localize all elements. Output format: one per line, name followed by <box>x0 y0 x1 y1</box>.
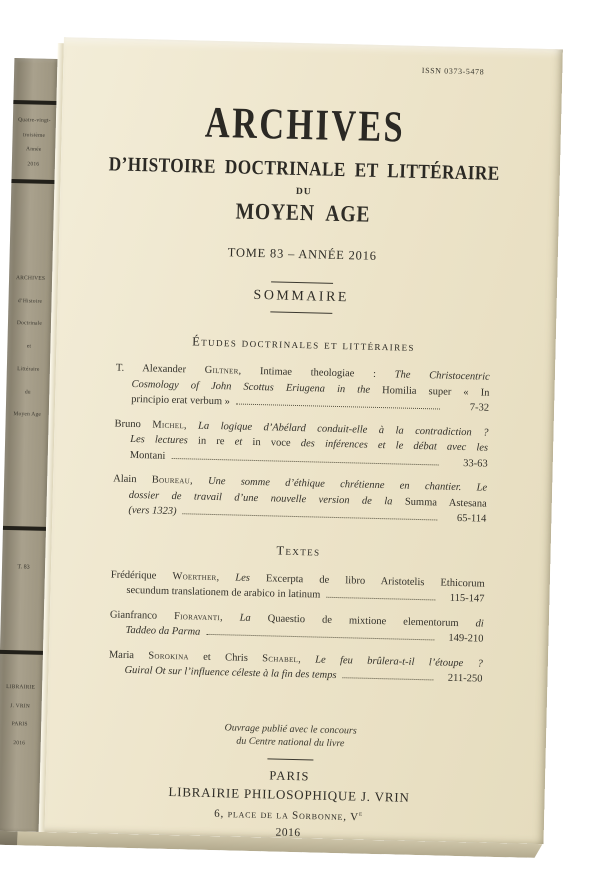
book <box>0 36 563 844</box>
toc <box>108 333 490 688</box>
spine-line: Année <box>25 146 42 154</box>
entry-line: Gianfranco Fioravanti, La Quaestio de mixtione elementorum di <box>109 608 484 630</box>
spine-tome: T. 83 <box>17 564 30 571</box>
spine-line: troisième <box>22 131 46 139</box>
page-number: 149-210 <box>448 632 484 645</box>
entry-line: Les lectures in re et in voce des inférences et le débat avec les <box>130 433 489 454</box>
spine-line: Doctrinale <box>16 320 43 327</box>
page-number: 65-114 <box>456 512 487 525</box>
spine-line: ARCHIVES <box>15 274 46 282</box>
entry-line: Cosmology of John Scottus Eriugena in the Homilia super « In <box>131 378 490 399</box>
dot-leader <box>182 513 437 520</box>
spine-line: 2016 <box>27 161 40 168</box>
dot-leader <box>171 457 438 465</box>
spine-line: J. VRIN <box>10 702 31 710</box>
cover-subtitle-1: D’HISTOIRE DOCTRINALE ET LITTÉRAIRE <box>108 153 501 185</box>
entry-line: Frédérique Woerther, Les Excerpta de libro Aristotelis Ethicorum <box>110 569 485 590</box>
spine-title-block <box>5 258 52 435</box>
spine-publisher-block <box>0 672 42 759</box>
spine-line: 2016 <box>13 739 26 747</box>
entry-line: T. Alexander Giltner, Intimae theologiae : The Christocentric <box>115 362 490 383</box>
section-header: Études doctrinales et littéraires <box>192 334 416 354</box>
imprint-city: PARIS <box>269 767 310 783</box>
spine-line: LIBRAIRIE <box>6 684 36 692</box>
spine-line: du <box>24 388 31 395</box>
dot-leader <box>326 597 435 601</box>
toc-entry <box>109 607 484 647</box>
page-number: 211-250 <box>447 672 483 685</box>
toc-entry <box>108 647 483 687</box>
funding-note <box>61 717 521 755</box>
entry-line: Guiral Ot sur l’influence céleste à la fin des temps 211-250 <box>108 662 482 687</box>
book-cover <box>45 37 563 844</box>
section-header: Textes <box>276 543 321 559</box>
dot-leader <box>342 677 433 680</box>
entry-line: Montani 33-63 <box>114 447 488 472</box>
sommaire-rule-top <box>271 281 333 284</box>
entry-line: secundum translationem de arabico in latinum 115-147 <box>110 583 484 608</box>
entry-line: Alain Boureau, Une somme d’éthique chrétienne en chantier. Le <box>113 473 488 494</box>
entry-line: principio erat verbum » 7-32 <box>115 392 489 417</box>
entry-line: Maria Sorokina et Chris Schabel, Le feu brûlera-t-il l’étoupe ? <box>108 648 483 670</box>
sommaire-rule-bottom <box>270 311 332 314</box>
entry-line: dossier de travail d’une nouvelle version de la Summa Astesana <box>128 489 487 510</box>
toc-entry <box>114 416 489 472</box>
entry-line: Bruno Michel, La logique d’Abélard conduit-elle à la contradiction ? <box>114 418 489 439</box>
toc-entry <box>110 567 485 607</box>
toc-entry <box>115 361 490 417</box>
entry-line: Taddeo da Parma 149-210 <box>109 622 483 647</box>
dot-leader <box>206 634 434 641</box>
spine-line: Littéraire <box>17 365 40 373</box>
page-number: 33-63 <box>463 457 488 470</box>
spine-band-2 <box>11 179 54 184</box>
spine-band-1 <box>13 100 56 105</box>
imprint-address: 6, place de la Sorbonne, Ve <box>214 807 364 823</box>
entry-line: (vers 1323) 65-114 <box>112 503 486 528</box>
cover-subtitle-du: DU <box>295 186 312 198</box>
sommaire-title: SOMMAIRE <box>253 287 350 306</box>
dot-leader <box>236 404 440 410</box>
toc-entry <box>112 472 487 528</box>
imprint-publisher: LIBRAIRIE PHILOSOPHIQUE J. VRIN <box>168 783 410 805</box>
issn-label: ISSN 0373-5478 <box>421 65 485 77</box>
spine-line: Quatre-vingt- <box>18 116 51 124</box>
spine-line: d’Histoire <box>17 297 43 305</box>
page-number: 7-32 <box>469 402 490 414</box>
spine-band-3 <box>3 526 46 531</box>
spine-line: PARIS <box>11 721 28 728</box>
cover-subtitle-2: MOYEN AGE <box>235 198 371 227</box>
funding-note-line-1: Ouvrage publié avec le concours <box>224 721 357 737</box>
spine-year-block <box>12 108 57 177</box>
page-number: 115-147 <box>449 592 485 605</box>
spine-line: et <box>26 343 32 350</box>
spine-line: Moyen Age <box>13 411 42 418</box>
spine-bottom-edge <box>0 831 18 846</box>
tome-line: TOME 83 – ANNÉE 2016 <box>227 245 377 263</box>
imprint-year: 2016 <box>275 826 301 840</box>
funding-note-line-2: du Centre national du livre <box>236 735 345 750</box>
spine-band-4 <box>0 650 43 655</box>
imprint-rule <box>267 758 313 760</box>
cover-title: ARCHIVES <box>204 97 406 152</box>
